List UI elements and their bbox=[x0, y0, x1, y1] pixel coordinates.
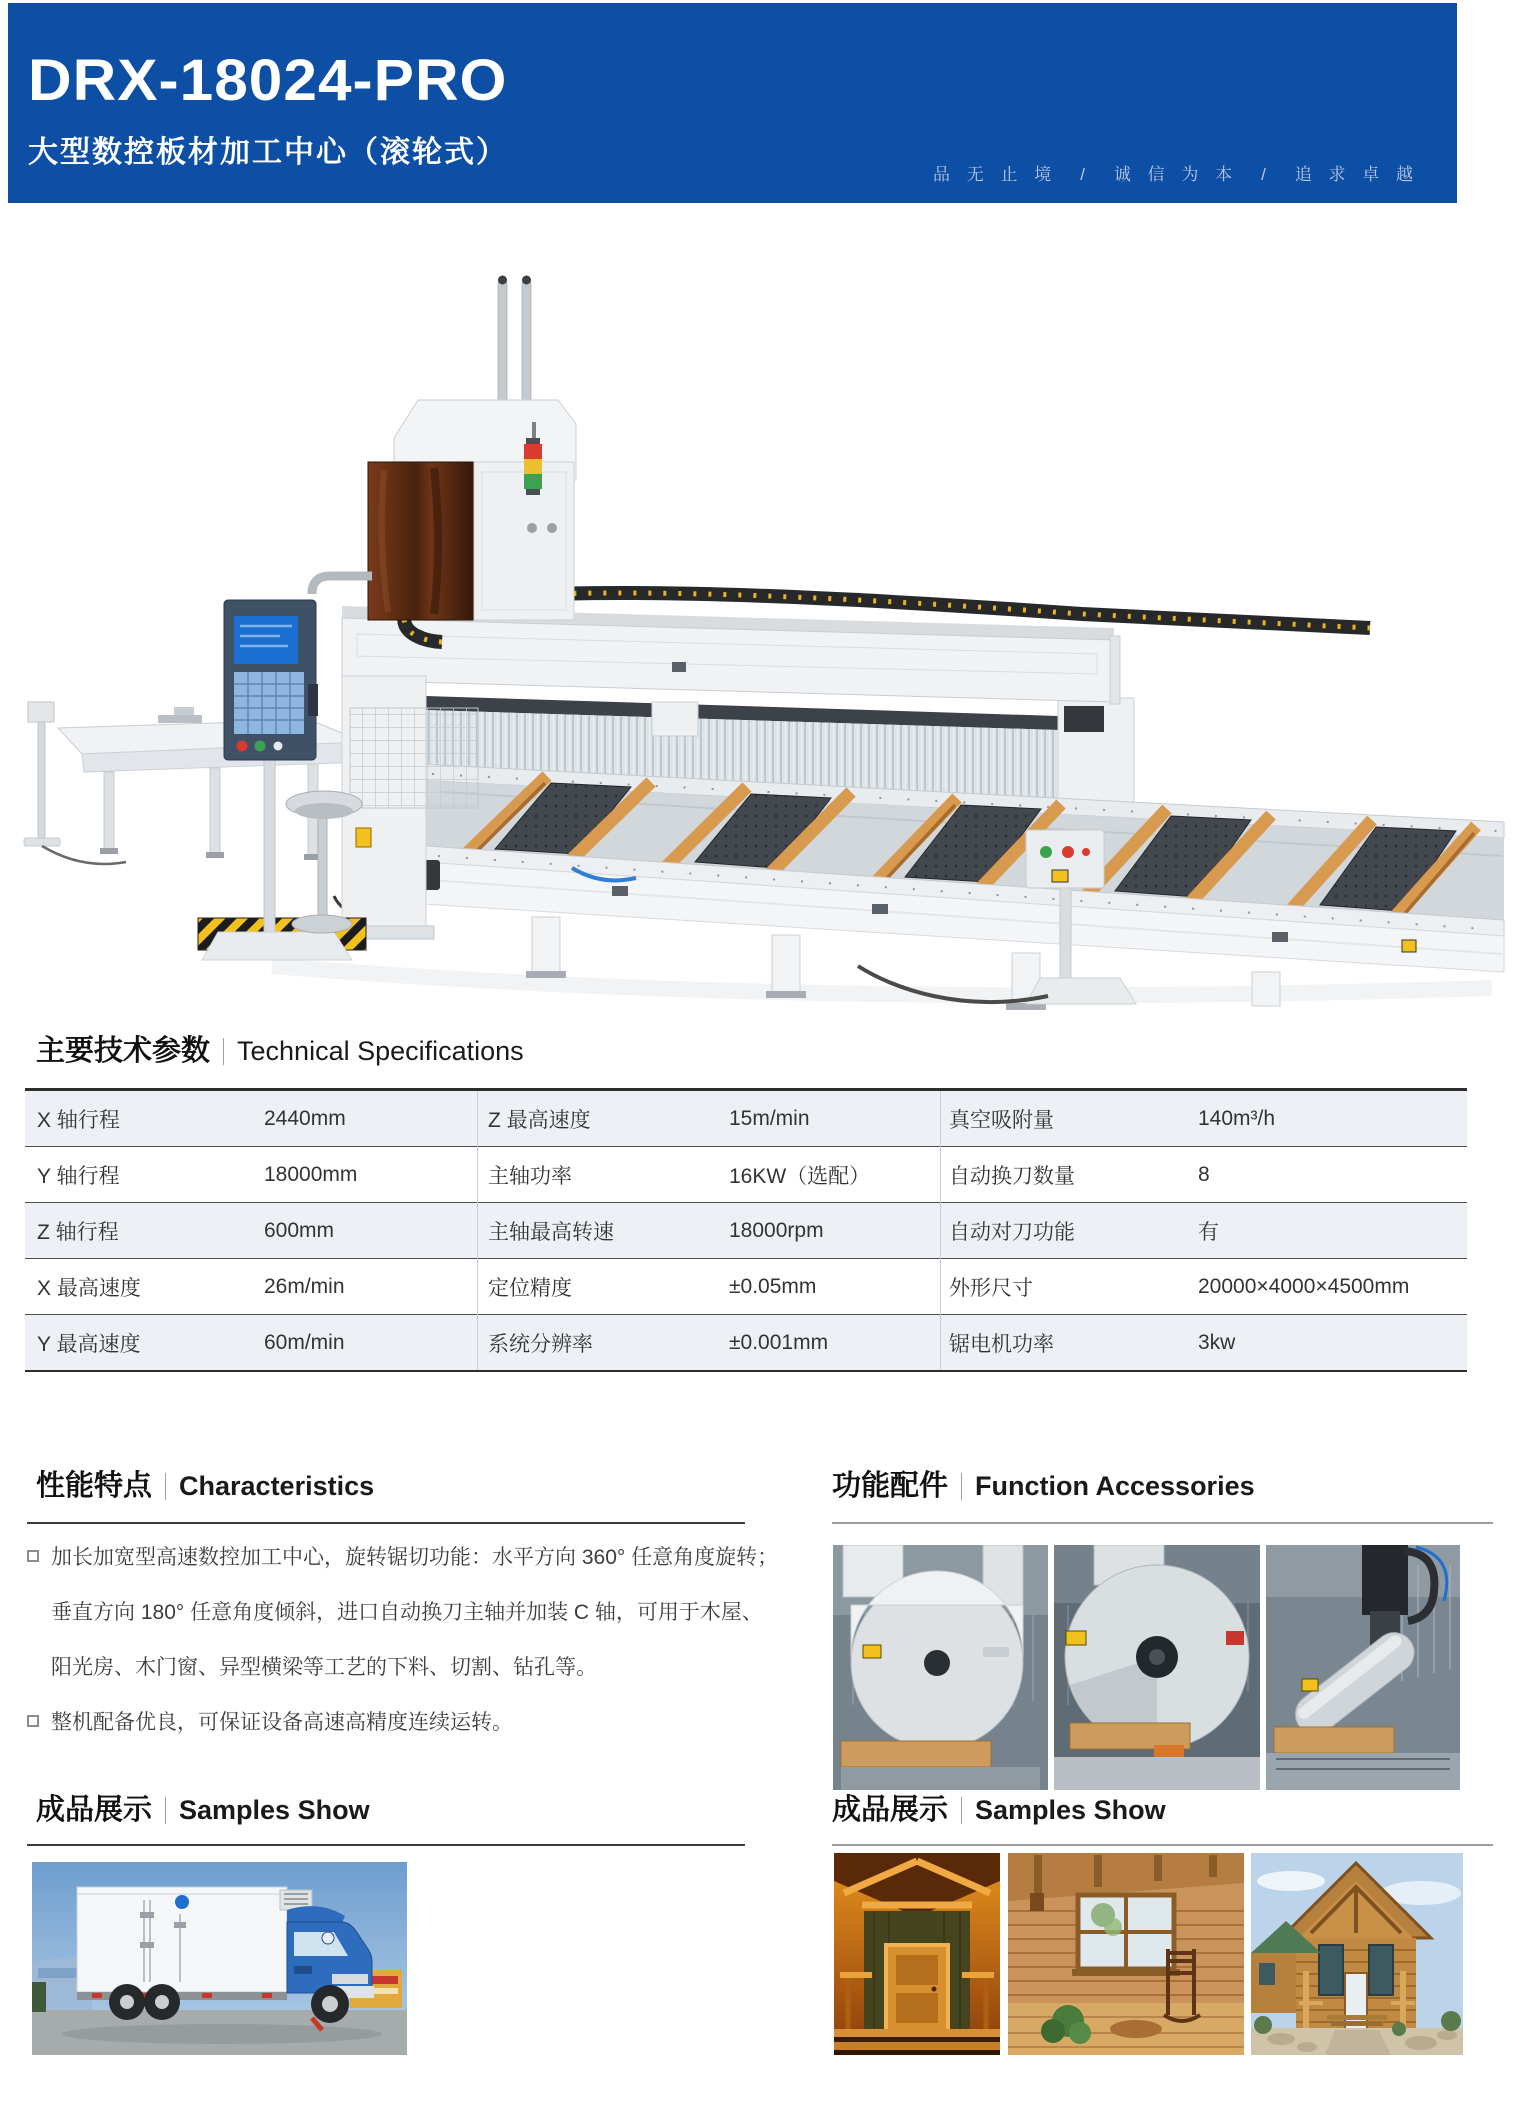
model-subtitle: 大型数控板材加工中心（滚轮式） bbox=[28, 136, 508, 169]
sample-image-house-1 bbox=[834, 1853, 1000, 2055]
signal-light-red bbox=[524, 444, 542, 459]
header-banner bbox=[8, 3, 1457, 203]
spec-value: 16KW（选配） bbox=[729, 1164, 871, 1188]
section-title-accessories bbox=[832, 1468, 1255, 1504]
table-row bbox=[25, 1091, 1467, 1147]
machine-illustration bbox=[12, 272, 1512, 1012]
feature-item bbox=[27, 1528, 779, 1583]
section-title-en: Characteristics bbox=[179, 1471, 375, 1501]
warning-label bbox=[356, 828, 371, 847]
bullet-square-icon bbox=[27, 1550, 39, 1562]
section-title-features bbox=[36, 1468, 374, 1504]
sample-image-house-3 bbox=[1251, 1853, 1463, 2055]
machine-photo bbox=[12, 272, 1512, 1012]
feature-item-line bbox=[27, 1583, 762, 1638]
sample-image-truck bbox=[32, 1862, 407, 2055]
spec-label: 主轴功率 bbox=[488, 1164, 572, 1188]
column-divider bbox=[940, 1091, 941, 1370]
feature-text: 垂直方向 180° 任意角度倾斜，进口自动换刀主轴并加装 C 轴，可用于木屋、 bbox=[51, 1600, 763, 1624]
section-title-en: Samples Show bbox=[179, 1795, 370, 1825]
roller-conveyor bbox=[334, 764, 1504, 1010]
section-rule bbox=[27, 1522, 745, 1524]
accessory-image-1 bbox=[833, 1545, 1048, 1790]
specs-table bbox=[25, 1088, 1467, 1372]
spec-value: 140m³/h bbox=[1198, 1106, 1276, 1130]
section-title-samples-right bbox=[832, 1792, 1166, 1828]
bullet-square-icon bbox=[27, 1715, 39, 1727]
spec-label: Z 最高速度 bbox=[488, 1108, 591, 1132]
spec-label: 系统分辨率 bbox=[488, 1332, 593, 1356]
title-divider bbox=[961, 1797, 962, 1824]
section-title-cn: 主要技术参数 bbox=[36, 1035, 211, 1067]
feature-text: 阳光房、木门窗、异型横梁等工艺的下料、切割、钻孔等。 bbox=[51, 1655, 597, 1679]
spec-label: Y 轴行程 bbox=[37, 1164, 120, 1188]
spec-value: 18000mm bbox=[264, 1162, 358, 1186]
feature-text: 加长加宽型高速数控加工中心，旋转锯切功能：水平方向 360° 任意角度旋转； bbox=[51, 1545, 779, 1569]
feature-text: 整机配备优良，可保证设备高速高精度连续运转。 bbox=[51, 1710, 513, 1734]
section-title-en: Samples Show bbox=[975, 1795, 1166, 1825]
spec-label: X 轴行程 bbox=[37, 1108, 120, 1132]
start-button bbox=[1040, 846, 1052, 858]
spec-label: Z 轴行程 bbox=[37, 1220, 119, 1244]
spec-value: 8 bbox=[1198, 1162, 1210, 1186]
table-row bbox=[25, 1315, 1467, 1370]
section-title-en: Function Accessories bbox=[975, 1471, 1255, 1501]
section-title-specs bbox=[36, 1033, 524, 1069]
spec-label: 主轴最高转速 bbox=[488, 1220, 614, 1244]
spec-label: 外形尺寸 bbox=[949, 1276, 1033, 1300]
section-title-cn: 成品展示 bbox=[36, 1794, 153, 1826]
table-row bbox=[25, 1203, 1467, 1259]
spec-value: 3kw bbox=[1198, 1330, 1236, 1354]
title-divider bbox=[165, 1797, 166, 1824]
spec-label: 自动对刀功能 bbox=[949, 1220, 1075, 1244]
section-rule bbox=[832, 1844, 1493, 1846]
section-title-samples-left bbox=[36, 1792, 370, 1828]
spec-value: ±0.05mm bbox=[729, 1274, 817, 1298]
spec-value: 15m/min bbox=[729, 1106, 810, 1130]
signal-light-yellow bbox=[524, 459, 542, 474]
section-title-cn: 功能配件 bbox=[832, 1470, 949, 1502]
spec-value: ±0.001mm bbox=[729, 1330, 829, 1354]
title-divider bbox=[961, 1473, 962, 1500]
warning-label bbox=[1052, 870, 1068, 882]
section-rule bbox=[27, 1844, 745, 1846]
spec-label: 真空吸附量 bbox=[949, 1108, 1054, 1132]
title-divider bbox=[165, 1473, 166, 1500]
spec-value: 2440mm bbox=[264, 1106, 346, 1130]
spec-value: 600mm bbox=[264, 1218, 335, 1242]
accessory-image-2 bbox=[1054, 1545, 1260, 1790]
spec-label: 自动换刀数量 bbox=[949, 1164, 1075, 1188]
cnc-screen bbox=[234, 616, 298, 664]
accessory-image-3 bbox=[1266, 1545, 1460, 1790]
spec-value: 20000×4000×4500mm bbox=[1198, 1274, 1410, 1298]
feature-item bbox=[27, 1693, 762, 1748]
stop-button bbox=[1062, 846, 1074, 858]
signal-light-cap bbox=[526, 438, 540, 444]
spec-value: 有 bbox=[1198, 1220, 1219, 1244]
section-title-en: Technical Specifications bbox=[237, 1036, 524, 1066]
spec-value: 26m/min bbox=[264, 1274, 345, 1298]
sample-image-house-2 bbox=[1008, 1853, 1244, 2055]
section-title-cn: 性能特点 bbox=[36, 1470, 153, 1502]
table-row bbox=[25, 1259, 1467, 1315]
spec-value: 60m/min bbox=[264, 1330, 345, 1354]
section-title-cn: 成品展示 bbox=[832, 1794, 949, 1826]
spec-label: X 最高速度 bbox=[37, 1276, 141, 1300]
spindle-tower bbox=[368, 276, 576, 621]
model-title: DRX-18024-PRO bbox=[28, 48, 508, 113]
feature-item-line bbox=[27, 1638, 762, 1693]
spec-label: 定位精度 bbox=[488, 1276, 572, 1300]
section-rule bbox=[832, 1522, 1493, 1524]
spec-label: 锯电机功率 bbox=[949, 1332, 1054, 1356]
spec-value: 18000rpm bbox=[729, 1218, 824, 1242]
table-row bbox=[25, 1147, 1467, 1203]
brand-slogan: 品 无 止 境 / 诚 信 为 本 / 追 求 卓 越 bbox=[933, 165, 1419, 184]
feature-list bbox=[27, 1528, 779, 1748]
spec-label: Y 最高速度 bbox=[37, 1332, 141, 1356]
title-divider bbox=[223, 1038, 224, 1065]
signal-light-green bbox=[524, 474, 542, 489]
cnc-keypad bbox=[234, 672, 304, 734]
column-divider bbox=[477, 1091, 478, 1370]
